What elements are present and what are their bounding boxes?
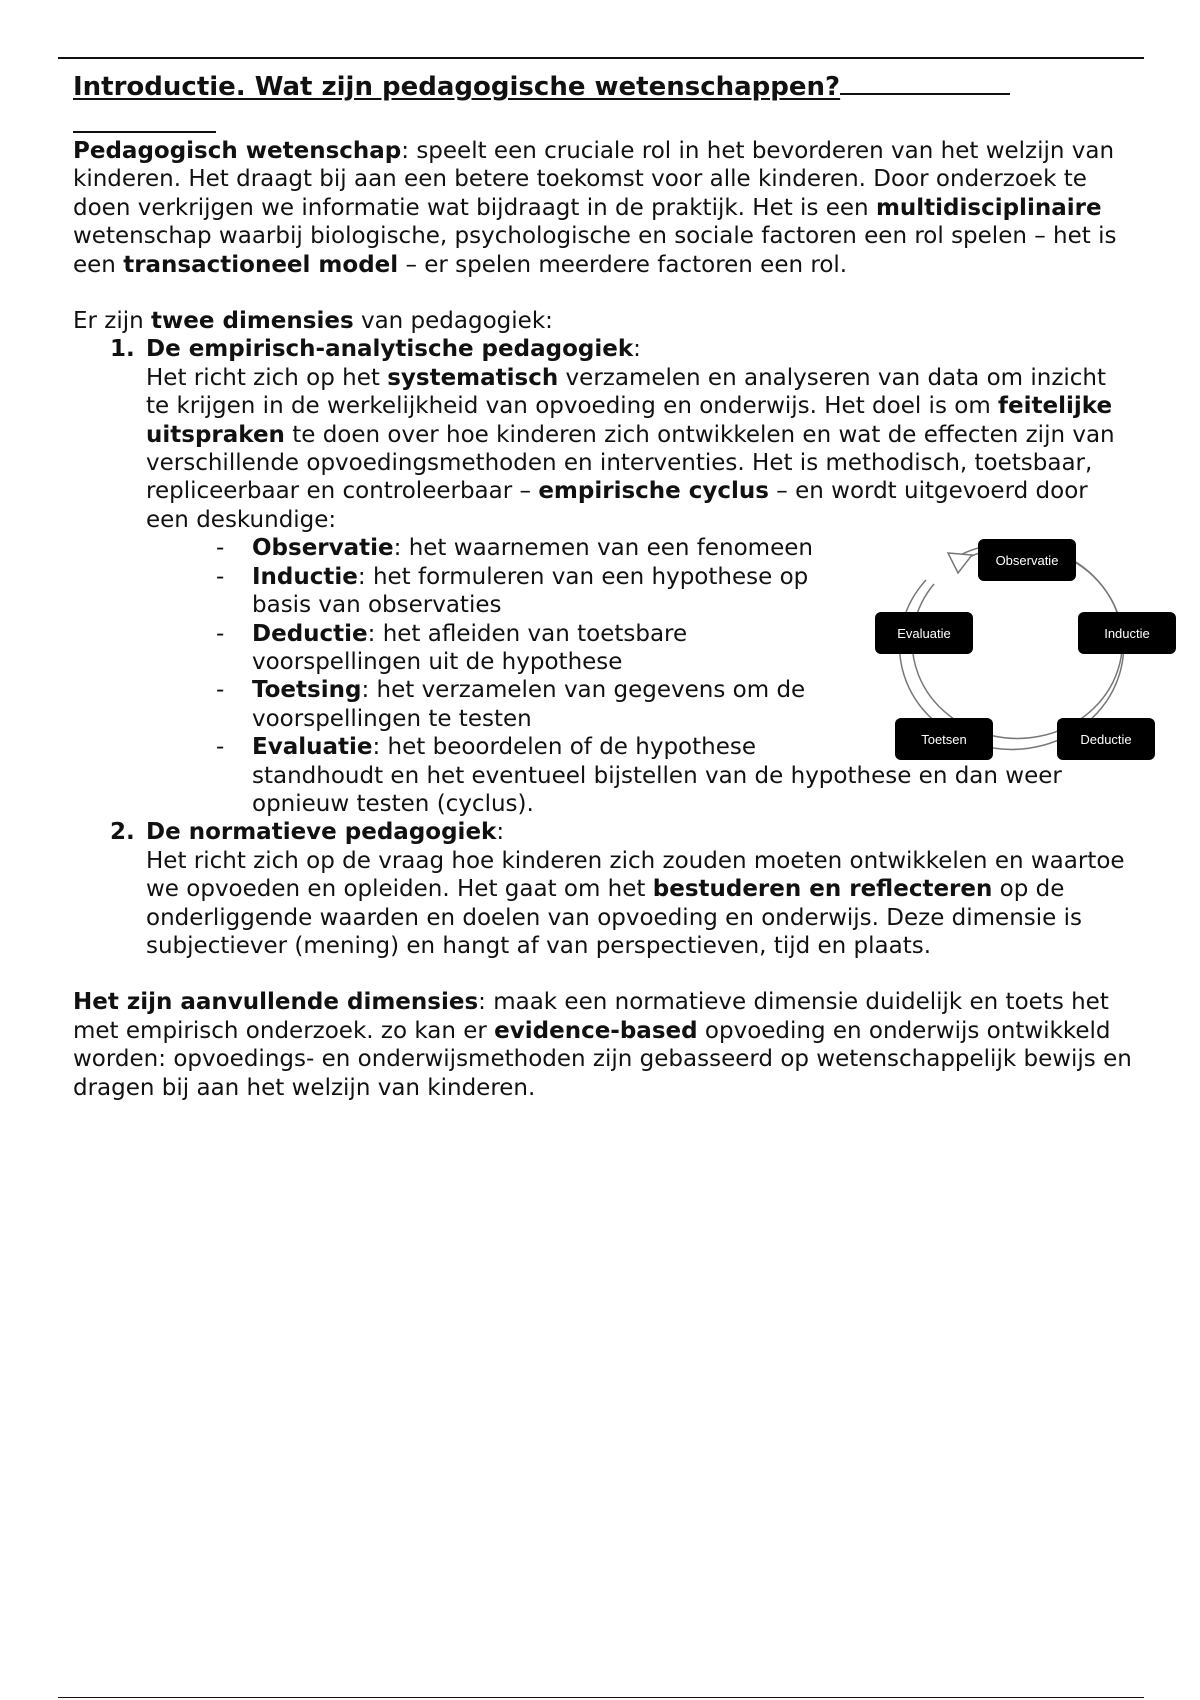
list-number: 1.: [110, 336, 135, 363]
title-underline-extension: [840, 92, 1010, 95]
list-item: - Toetsing: het verzamelen van gegevens om de voorspellingen te testen: [216, 677, 806, 732]
list-item-empirical: [73, 335, 1133, 534]
node-observatie: [978, 539, 1076, 581]
intro-paragraph: Pedagogisch wetenschap: speelt een cruciale rol in het bevorderen van het welzijn van kinderen. Het draagt bij aan een betere toekomst voor alle kinderen. Door onderzoek te doen verkrijgen we informatie wat bijdraagt in de praktijk. Het is een multidisciplinaire wetenschap waarbij biologische, psychologische en sociale factoren een rol spelen – het is een transactioneel model – er spelen meerdere factoren een rol.: [73, 138, 1117, 278]
svg-text:Inductie: Inductie: [1104, 626, 1150, 641]
item-body: Het richt zich op de vraag hoe kinderen zich zouden moeten ontwikkelen en waartoe we opvoeden en opleiden. Het gaat om het bestuderen en reflecteren op de onderliggende waarden en doelen van opvoeding en onderwijs. Deze dimensie is subjectiever (mening) en hangt af van perspectieven, tijd en plaats.: [146, 847, 1125, 959]
header-rule: [58, 57, 1144, 59]
list-item: - Observatie: het waarnemen van een fenomeen: [216, 535, 813, 562]
item-heading: De normatieve pedagogiek:: [146, 819, 505, 846]
footer-rule: [58, 1697, 1144, 1698]
list-item: - Deductie: het afleiden van toetsbare voorspellingen uit de hypothese: [216, 620, 688, 675]
list-item: - Inductie: het formuleren van een hypothese op basis van observaties: [216, 563, 809, 619]
closing-paragraph: Het zijn aanvullende dimensies: maak een normatieve dimensie duidelijk en toets het met empirisch onderzoek. zo kan er evidence-based opvoeding en onderwijs ontwikkeld worden: opvoedings- en onderwijsmethoden zijn gebasseerd op wetenschappelijk bewijs en dragen bij aan het welzijn van kinderen.: [73, 989, 1132, 1101]
svg-text:Toetsen: Toetsen: [921, 732, 967, 747]
node-evaluatie: [875, 612, 973, 654]
cycle-arrowhead: [948, 553, 972, 573]
list-item: - Evaluatie: het beoordelen of de hypothese standhoudt en het eventueel bijstellen van de hypothese en dan weer opnieuw testen (cyclus).: [216, 734, 1062, 817]
svg-text:Evaluatie: Evaluatie: [897, 626, 951, 641]
title-subrule: [73, 131, 216, 133]
node-deductie: [1057, 718, 1155, 760]
list-number: 2.: [110, 819, 135, 846]
list-item-normative: [73, 818, 1133, 960]
item-heading: De empirisch-analytische pedagogiek:: [146, 336, 641, 363]
empirical-cycle-diagram: [872, 535, 1177, 783]
svg-text:Observatie: Observatie: [995, 553, 1059, 568]
node-toetsen: [895, 718, 993, 760]
page-title: Introductie. Wat zijn pedagogische wetenschappen?: [73, 70, 1133, 104]
dimensions-intro: Er zijn twee dimensies van pedagogiek:: [73, 308, 553, 335]
node-inductie: [1078, 612, 1176, 654]
svg-text:Deductie: Deductie: [1080, 732, 1132, 747]
item-body: Het richt zich op het systematisch verzamelen en analyseren van data om inzicht te krijgen in de werkelijkheid van opvoeding en onderwijs. Het doel is om feitelijke uitspraken te doen over hoe kinderen zich ontwikkelen en wat de effecten zijn van verschillende opvoedingsmethoden en interventies. Het is methodisch, toetsbaar, repliceerbaar en controleerbaar – empirische cyclus – en wordt uitgevoerd door een deskundige:: [146, 364, 1115, 533]
